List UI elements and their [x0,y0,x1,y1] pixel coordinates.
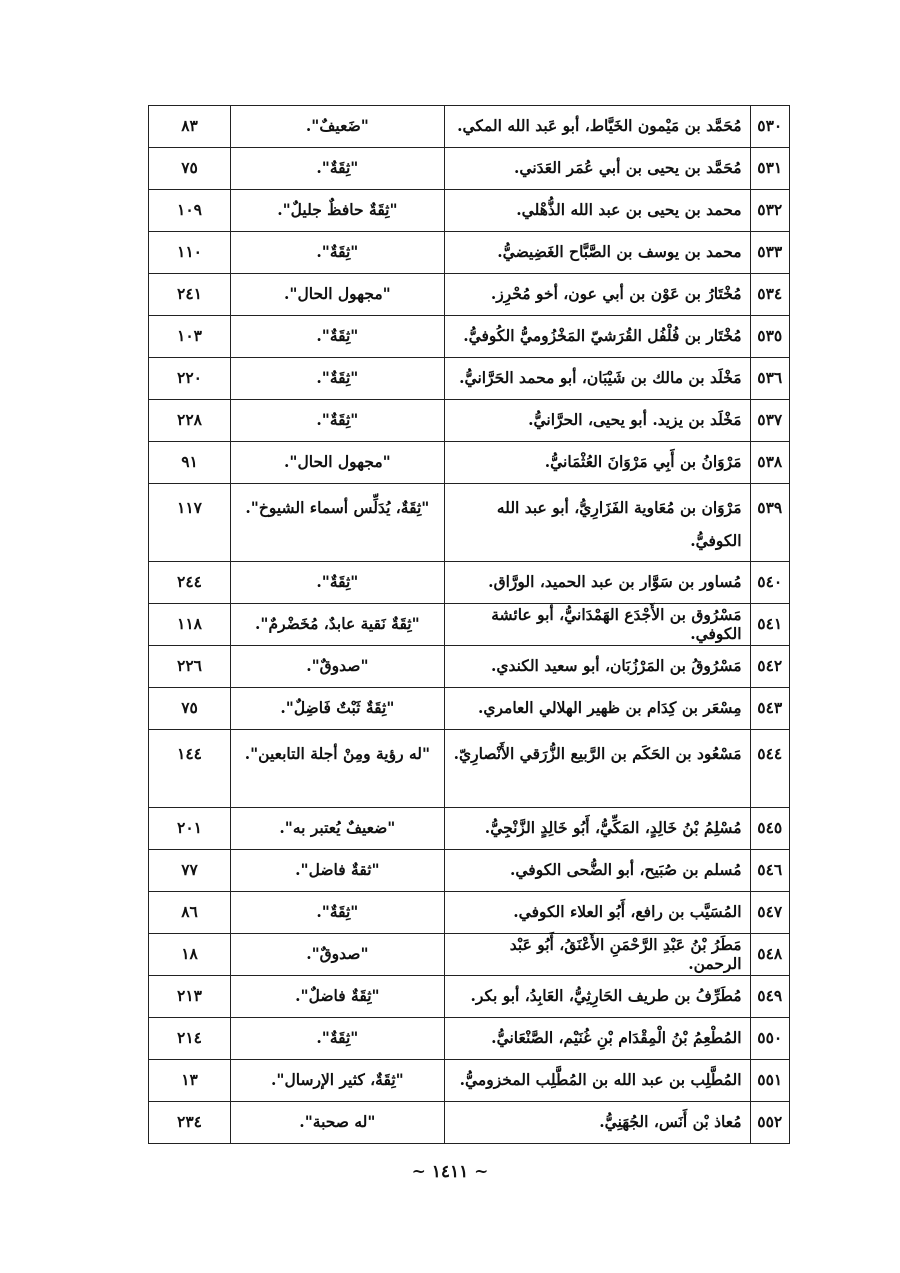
narrator-name: مُساور بن سَوَّار بن عبد الحميد، الورَّاق. [444,562,750,604]
entry-number: ٥٣٤ [750,274,789,316]
narrator-grade: "ثِقَةٌ". [231,232,445,274]
narrator-name: مُعاذ بْن أَنَس، الجُهَنِيُّ. [444,1102,750,1144]
table-row [149,148,790,190]
page-reference: ٢٣٤ [149,1102,231,1144]
narrator-grade: "ثِقَةٌ نَقية عابدٌ، مُخَضْرمٌ". [231,604,445,646]
table-row [149,484,790,562]
table-row [149,1060,790,1102]
narrator-name: المُطْعِمُ بْنُ الْمِقْدَام بْنِ غُنَيْم، الصَّنْعَانيُّ. [444,1018,750,1060]
narrator-name: مُطَرِّفُ بن طريف الحَارِثِيُّ، العَابِدُ، أبو بكر. [444,976,750,1018]
table-row [149,400,790,442]
page-reference: ٧٧ [149,850,231,892]
page-reference: ١١٨ [149,604,231,646]
table-row [149,190,790,232]
narrator-grade: "مجهول الحال". [231,274,445,316]
narrator-grade: "ثِقَةٌ". [231,892,445,934]
table-row [149,892,790,934]
narrators-table [148,105,790,1144]
table-row [149,274,790,316]
entry-number: ٥٥٢ [750,1102,789,1144]
entry-number: ٥٣٧ [750,400,789,442]
page-reference: ٢٢٠ [149,358,231,400]
table-row [149,850,790,892]
entry-number: ٥٥٠ [750,1018,789,1060]
table-row [149,934,790,976]
page-reference: ٢٤٤ [149,562,231,604]
entry-number: ٥٤١ [750,604,789,646]
narrator-name: مُحَمَّد بن مَيْمون الخَيَّاط، أبو عَبد الله المكي. [444,106,750,148]
narrator-name: مَرْوَان بن مُعَاوية الفَزَارِيُّ، أبو عبد الله الكوفيُّ. [444,484,750,562]
narrator-name: مَطَرُ بْنُ عَبْدِ الرَّحْمَنِ الأَعْنَقُ، أَبُو عَبْد الرحمن. [444,934,750,976]
entry-number: ٥٤٤ [750,730,789,808]
narrator-name: مُخْتَار بن فُلْفُل القُرَشيّ المَخْزُوميُّ الكُوفيُّ. [444,316,750,358]
narrator-grade: "له صحبة". [231,1102,445,1144]
entry-number: ٥٣٣ [750,232,789,274]
table-row [149,1018,790,1060]
page-reference: ٧٥ [149,148,231,190]
table-row [149,316,790,358]
entry-number: ٥٣١ [750,148,789,190]
narrator-grade: "ثِقَةٌ فاضلٌ". [231,976,445,1018]
narrator-name: مَرْوَانُ بن أَبِي مَرْوَانَ العُثْمَانيُّ. [444,442,750,484]
narrator-name: مَسْرُوق بن الأَجْدَع الهَمْدَانيُّ، أبو عائشة الكوفي. [444,604,750,646]
page-reference: ١٣ [149,1060,231,1102]
page-reference: ٧٥ [149,688,231,730]
narrator-grade: "ثِقَةٌ". [231,1018,445,1060]
page-reference: ٢٢٦ [149,646,231,688]
narrator-name: مَسْعُود بن الحَكَم بن الرَّبيع الزُّرَقي الأَنْصارِيّ. [444,730,750,808]
narrator-grade: "ثِقَةٌ، كثير الإرسال". [231,1060,445,1102]
table-row [149,646,790,688]
table-row [149,106,790,148]
page-reference: ١٤٤ [149,730,231,808]
table-row [149,358,790,400]
entry-number: ٥٣٢ [750,190,789,232]
narrator-name: مُحَمَّد بن يحيى بن أبي عُمَر العَدَني. [444,148,750,190]
entry-number: ٥٣٥ [750,316,789,358]
narrator-name: مَخْلَد بن مالك بن شَيْبَان، أبو محمد الحَرَّانيُّ. [444,358,750,400]
entry-number: ٥٤٨ [750,934,789,976]
entry-number: ٥٥١ [750,1060,789,1102]
table-body [149,106,790,1144]
narrator-name: محمد بن يحيى بن عبد الله الذُّهْلي. [444,190,750,232]
narrator-name: المُطَّلِب بن عبد الله بن المُطَّلِب المخزوميُّ. [444,1060,750,1102]
entry-number: ٥٤٩ [750,976,789,1018]
page-reference: ٨٣ [149,106,231,148]
table-row [149,442,790,484]
table-row [149,808,790,850]
narrator-grade: "مجهول الحال". [231,442,445,484]
narrator-name: مُخْتَارُ بن عَوْن بن أبي عون، أخو مُحْرِز. [444,274,750,316]
narrator-name: المُسَيَّب بن رافع، أَبُو العلاء الكوفي. [444,892,750,934]
page-reference: ١٠٣ [149,316,231,358]
table-row [149,976,790,1018]
table-row [149,232,790,274]
entry-number: ٥٤٦ [750,850,789,892]
narrator-grade: "له رؤية ومِنْ أجلة التابعين". [231,730,445,808]
narrator-name: محمد بن يوسف بن الصَّبَّاح الغَضِيضيُّ. [444,232,750,274]
entry-number: ٥٣٨ [750,442,789,484]
narrator-grade: "ثِقَةٌ". [231,316,445,358]
table-row [149,730,790,808]
page-reference: ٨٦ [149,892,231,934]
narrator-grade: "ثِقَةٌ حافظٌ جليلٌ". [231,190,445,232]
narrator-grade: "ثِقَةٌ". [231,148,445,190]
page-reference: ٢١٤ [149,1018,231,1060]
page-reference: ١٨ [149,934,231,976]
page-reference: ١٠٩ [149,190,231,232]
narrator-grade: "ثقةٌ فاضل". [231,850,445,892]
narrator-name: مِسْعَر بن كِدَام بن ظهير الهلالي العامري. [444,688,750,730]
page-reference: ١١٧ [149,484,231,562]
narrator-name: مُسلم بن صُبَيح، أبو الضُّحى الكوفي. [444,850,750,892]
entry-number: ٥٣٩ [750,484,789,562]
entry-number: ٥٤٧ [750,892,789,934]
entry-number: ٥٤٣ [750,688,789,730]
narrator-grade: "ثِقَةٌ". [231,358,445,400]
narrator-grade: "صدوقٌ". [231,646,445,688]
narrator-grade: "صدوقٌ". [231,934,445,976]
narrator-name: مُسْلِمُ بْنُ خَالِدٍ، المَكِّيُّ، أَبُو خَالِدٍ الزَّنْجِيُّ. [444,808,750,850]
narrator-name: مَخْلَد بن يزيد. أبو يحيى، الحرَّانيُّ. [444,400,750,442]
table-row [149,562,790,604]
page-reference: ٩١ [149,442,231,484]
entry-number: ٥٤٢ [750,646,789,688]
entry-number: ٥٤٠ [750,562,789,604]
narrator-name: مَسْرُوقُ بن المَرْزُبَان، أبو سعيد الكندي. [444,646,750,688]
narrator-grade: "ثِقَةٌ ثَبْتٌ فَاضِلٌ". [231,688,445,730]
table-row [149,604,790,646]
narrator-grade: "ضَعيفٌ". [231,106,445,148]
narrator-grade: "ثِقَةٌ، يُدَلِّس أسماء الشيوخ". [231,484,445,562]
page-reference: ٢١٣ [149,976,231,1018]
narrator-grade: "ضعيفٌ يُعتبر به". [231,808,445,850]
page-reference: ٢٤١ [149,274,231,316]
entry-number: ٥٣٦ [750,358,789,400]
table-row [149,688,790,730]
page-reference: ٢٢٨ [149,400,231,442]
table-row [149,1102,790,1144]
page-reference: ٢٠١ [149,808,231,850]
narrator-grade: "ثِقَةٌ". [231,562,445,604]
page-number: ~ ١٤١١ ~ [411,1162,489,1182]
narrator-grade: "ثِقَةٌ". [231,400,445,442]
page-reference: ١١٠ [149,232,231,274]
entry-number: ٥٣٠ [750,106,789,148]
entry-number: ٥٤٥ [750,808,789,850]
